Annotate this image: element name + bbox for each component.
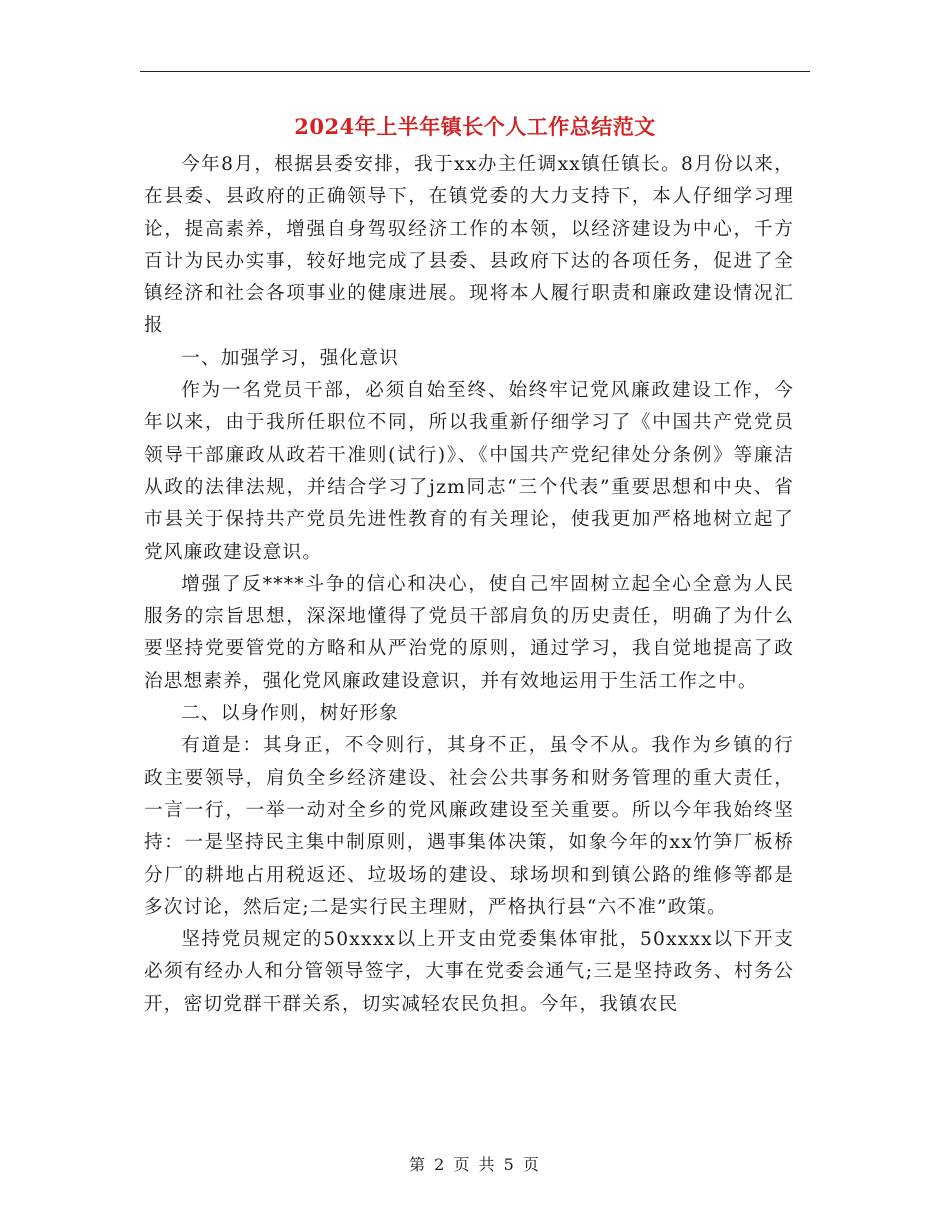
document-body [144,149,794,1021]
paragraph-rules: 坚持党员规定的50xxxx以上开支由党委集体审批，50xxxx以下开支必须有经办人和分管领导签字，大事在党委会通气;三是坚持政务、村务公开，密切党群干群关系，切实减轻农民负担。今年，我镇农民 [144,929,794,1015]
header-rule [140,71,810,72]
paragraph-example: 有道是：其身正，不令则行，其身不正，虽令不从。我作为乡镇的行政主要领导，肩负全乡经济建设、社会公共事务和财务管理的重大责任，一言一行，一举一动对全乡的党风廉政建设至关重要。所以今年我始终坚持：一是坚持民主集中制原则，遇事集体决策，如象今年的xx竹笋厂板桥分厂的耕地占用税返还、垃圾场的建设、球场坝和到镇公路的维修等都是多次讨论，然后定;二是实行民主理财，严格执行县“六不准”政策。 [144,735,794,918]
section-heading-1: 一、加强学习，强化意识 [181,347,399,369]
paragraph-confidence: 增强了反****斗争的信心和决心，使自己牢固树立起全心全意为人民服务的宗旨思想，深深地懂得了党员干部肩负的历史责任，明确了为什么要坚持党要管党的方略和从严治党的原则，通过学习，我自觉地提高了政治思想素养，强化党风廉政建设意识，并有效地运用于生活工作之中。 [144,573,794,692]
page-number-footer: 第 2 页 共 5 页 [409,1155,541,1174]
section-heading-2: 二、以身作则，树好形象 [181,703,399,725]
paragraph-study: 作为一名党员干部，必须自始至终、始终牢记党风廉政建设工作，今年以来，由于我所任职位不同，所以我重新仔细学习了《中国共产党党员领导干部廉政从政若干准则(试行)》、《中国共产党纪律处分条例》等廉洁从政的法律法规，并结合学习了jzm同志“三个代表”重要思想和中央、省市县关于保持共产党员先进性教育的有关理论，使我更加严格地树立起了党风廉政建设意识。 [144,380,794,563]
document-title: 2024年上半年镇长个人工作总结范文 [294,114,656,139]
paragraph-intro: 今年8月，根据县委安排，我于xx办主任调xx镇任镇长。8月份以来，在县委、县政府的正确领导下，在镇党委的大力支持下，本人仔细学习理论，提高素养，增强自身驾驭经济工作的本领，以经济建设为中心，千方百计为民办实事，较好地完成了县委、县政府下达的各项任务，促进了全镇经济和社会各项事业的健康进展。现将本人履行职责和廉政建设情况汇报 [144,154,794,337]
